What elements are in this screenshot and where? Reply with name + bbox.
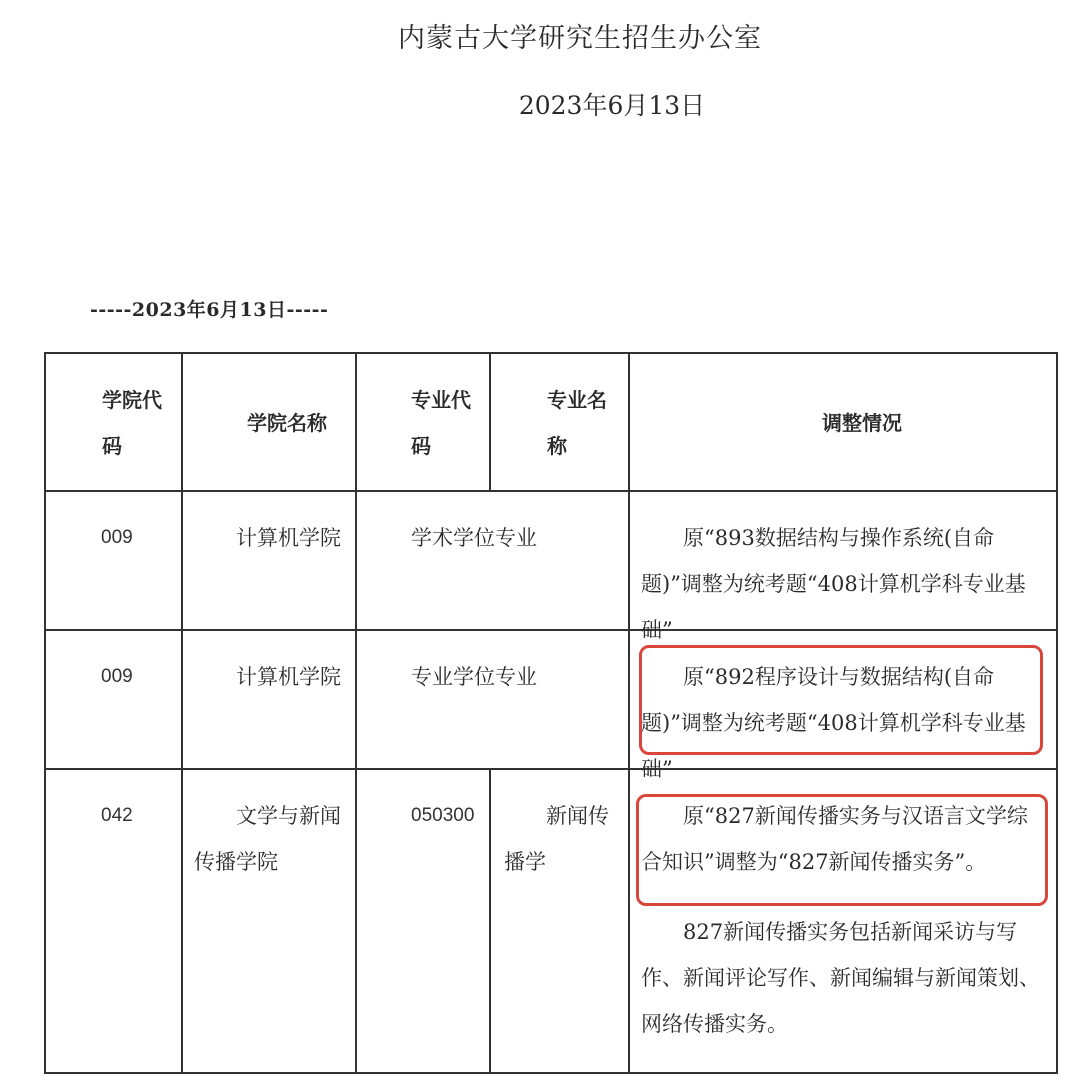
row3-adjustment-note: 827新闻传播实务包括新闻采访与写作、新闻评论写作、新闻编辑与新闻策划、网络传播实务。 [641,920,1040,1036]
row3-college-code: 042 [101,805,133,826]
table-rule-right [1056,352,1058,1074]
document-date: 2023年6月13日 [518,91,706,120]
table-rule-left [44,352,46,1074]
table-rule-col2 [355,352,357,1074]
row2-adjustment: 原“892程序设计与数据结构(自命题)”调整为统考题“408计算机学科专业基础” [641,665,1026,781]
row3-major-name: 新闻传播学 [504,804,609,874]
header-college-code: 学院代码 [102,388,162,458]
table-rule-col3-row3 [489,768,491,1074]
row2-major-type: 专业学位专业 [411,665,537,689]
row3-major-code: 050300 [411,805,475,826]
table-rule-top [44,352,1058,354]
table-rule-header-bottom [44,490,1058,492]
header-major-code: 专业代码 [411,388,471,458]
row1-major-type: 学术学位专业 [411,526,537,550]
table-rule-col1 [181,352,183,1074]
organization-name: 内蒙古大学研究生招生办公室 [398,23,762,54]
table-rule-col4 [628,352,630,1074]
row2-college-code: 009 [101,666,133,687]
row1-adjustment: 原“893数据结构与操作系统(自命题)”调整为统考题“408计算机学科专业基础” [641,526,1026,642]
row3-college-name: 文学与新闻传播学院 [194,804,341,874]
table-rule-bottom [44,1072,1058,1074]
header-college-name: 学院名称 [247,411,327,435]
row3-adjustment: 原“827新闻传播实务与汉语言文学综合知识”调整为“827新闻传播实务”。 [641,804,1028,874]
header-adjustment: 调整情况 [822,411,902,435]
adjustment-table [44,352,1058,1074]
row1-college-code: 009 [101,527,133,548]
row1-college-name: 计算机学院 [236,526,341,550]
notice-date-line: -----2023年6月13日----- [90,299,329,321]
header-major-name: 专业名称 [547,388,607,458]
table-rule-col3-header [489,352,491,492]
row2-college-name: 计算机学院 [236,665,341,689]
